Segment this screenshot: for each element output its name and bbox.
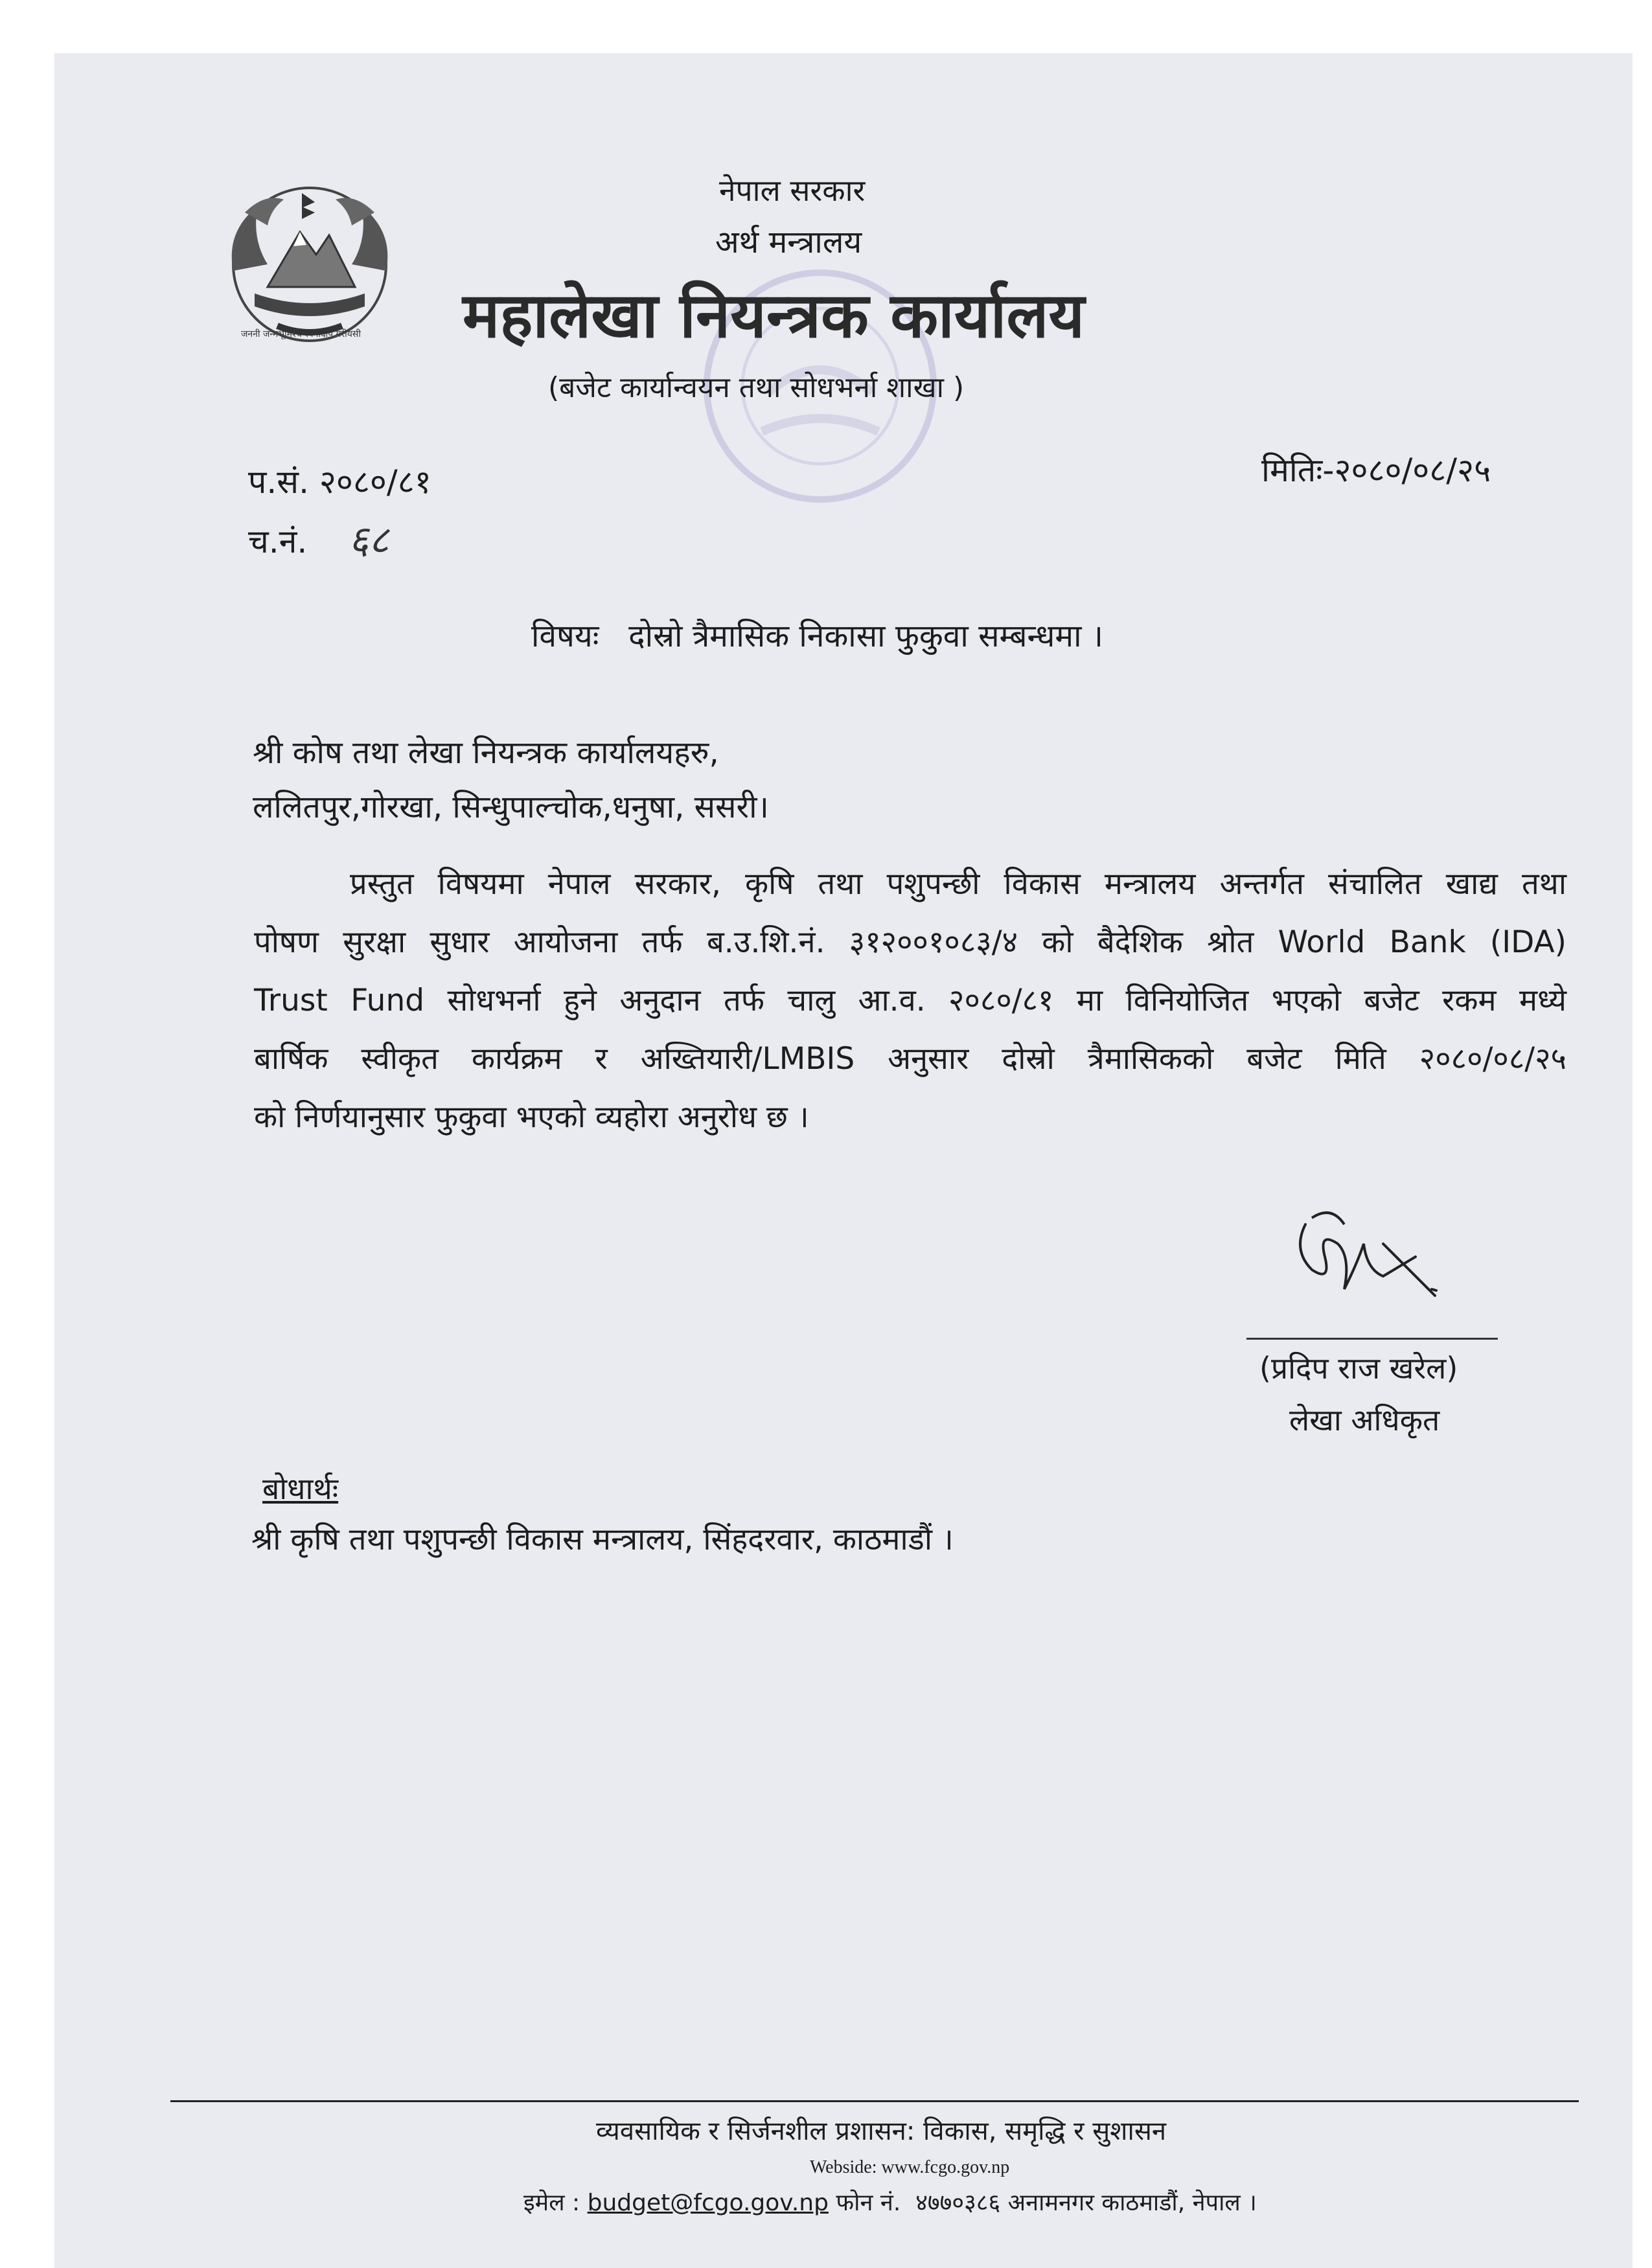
office-title: महालेखा नियन्त्रक कार्यालय: [463, 279, 1085, 352]
letter-subject: विषयः दोस्रो त्रैमासिक निकासा फुकुवा सम्बन्धमा ।: [531, 618, 1103, 654]
government-heading: नेपाल सरकार: [719, 173, 866, 208]
footer-motto: व्यवसायिक र सिर्जनशील प्रशासन: विकास, समृद्धि र सुशासन: [596, 2116, 1167, 2146]
branch-subtitle: (बजेट कार्यान्वयन तथा सोधभर्ना शाखा ): [548, 371, 965, 404]
letter-date: मितिः-२०८०/०८/२५: [1261, 452, 1491, 489]
signatory-designation: लेखा अधिकृत: [1289, 1403, 1440, 1438]
cc-heading: बोधार्थः: [262, 1471, 339, 1506]
footer-divider: [170, 2100, 1579, 2102]
body-line-2: पोषण सुरक्षा सुधार आयोजना तर्फ ब.उ.शि.नं. ३१२००१०८३/४ को बैदेशिक श्रोत World Bank (IDA): [254, 924, 1566, 960]
footer-website: Webside: www.fcgo.gov.np: [810, 2157, 1010, 2177]
signature-line: [1246, 1338, 1498, 1340]
body-line-1: प्रस्तुत विषयमा नेपाल सरकार, कृषि तथा पशुपन्छी विकास मन्त्रालय अन्तर्गत संचालित खाद्य तथा: [350, 866, 1566, 902]
emblem-caption: जननी जन्मभूमिश्च स्वर्गादपि गरीयसी: [241, 329, 361, 339]
dispatch-number-handwritten: ६८: [349, 518, 389, 563]
footer-contact: [523, 2186, 1257, 2217]
addressee-line-2: ललितपुर,गोरखा, सिन्धुपाल्चोक,धनुषा, ससरी।: [253, 789, 769, 825]
signature-icon: [1286, 1205, 1454, 1322]
footer-email-label: इमेल :: [523, 2190, 588, 2216]
footer-email-link[interactable]: budget@fcgo.gov.np: [587, 2190, 829, 2216]
ministry-heading: अर्थ मन्त्रालय: [715, 224, 862, 260]
cc-recipient: श्री कृषि तथा पशुपन्छी विकास मन्त्रालय, सिंहदरवार, काठमाडौं ।: [251, 1522, 954, 1557]
letter-reference-number: प.सं. २०८०/८१: [248, 463, 431, 501]
footer-phone-address: फोन नं. ४७७०३८६ अनामनगर काठमाडौं, नेपाल ।: [828, 2190, 1257, 2216]
addressee-line-1: श्री कोष तथा लेखा नियन्त्रक कार्यालयहरु,: [253, 735, 719, 771]
dispatch-number-label: च.नं.: [248, 523, 308, 560]
body-line-4: बार्षिक स्वीकृत कार्यक्रम र अख्तियारी/LMBIS अनुसार दोस्रो त्रैमासिकको बजेट मिति २०८०/०८/२५: [254, 1041, 1566, 1077]
signatory-name: (प्रदिप राज खरेल): [1259, 1351, 1458, 1386]
body-line-3: Trust Fund सोधभर्ना हुने अनुदान तर्फ चालु आ.व. २०८०/८१ मा विनियोजित भएको बजेट रकम मध्ये: [254, 983, 1566, 1018]
body-line-5: को निर्णयानुसार फुकुवा भएको व्यहोरा अनुरोध छ ।: [254, 1099, 809, 1135]
